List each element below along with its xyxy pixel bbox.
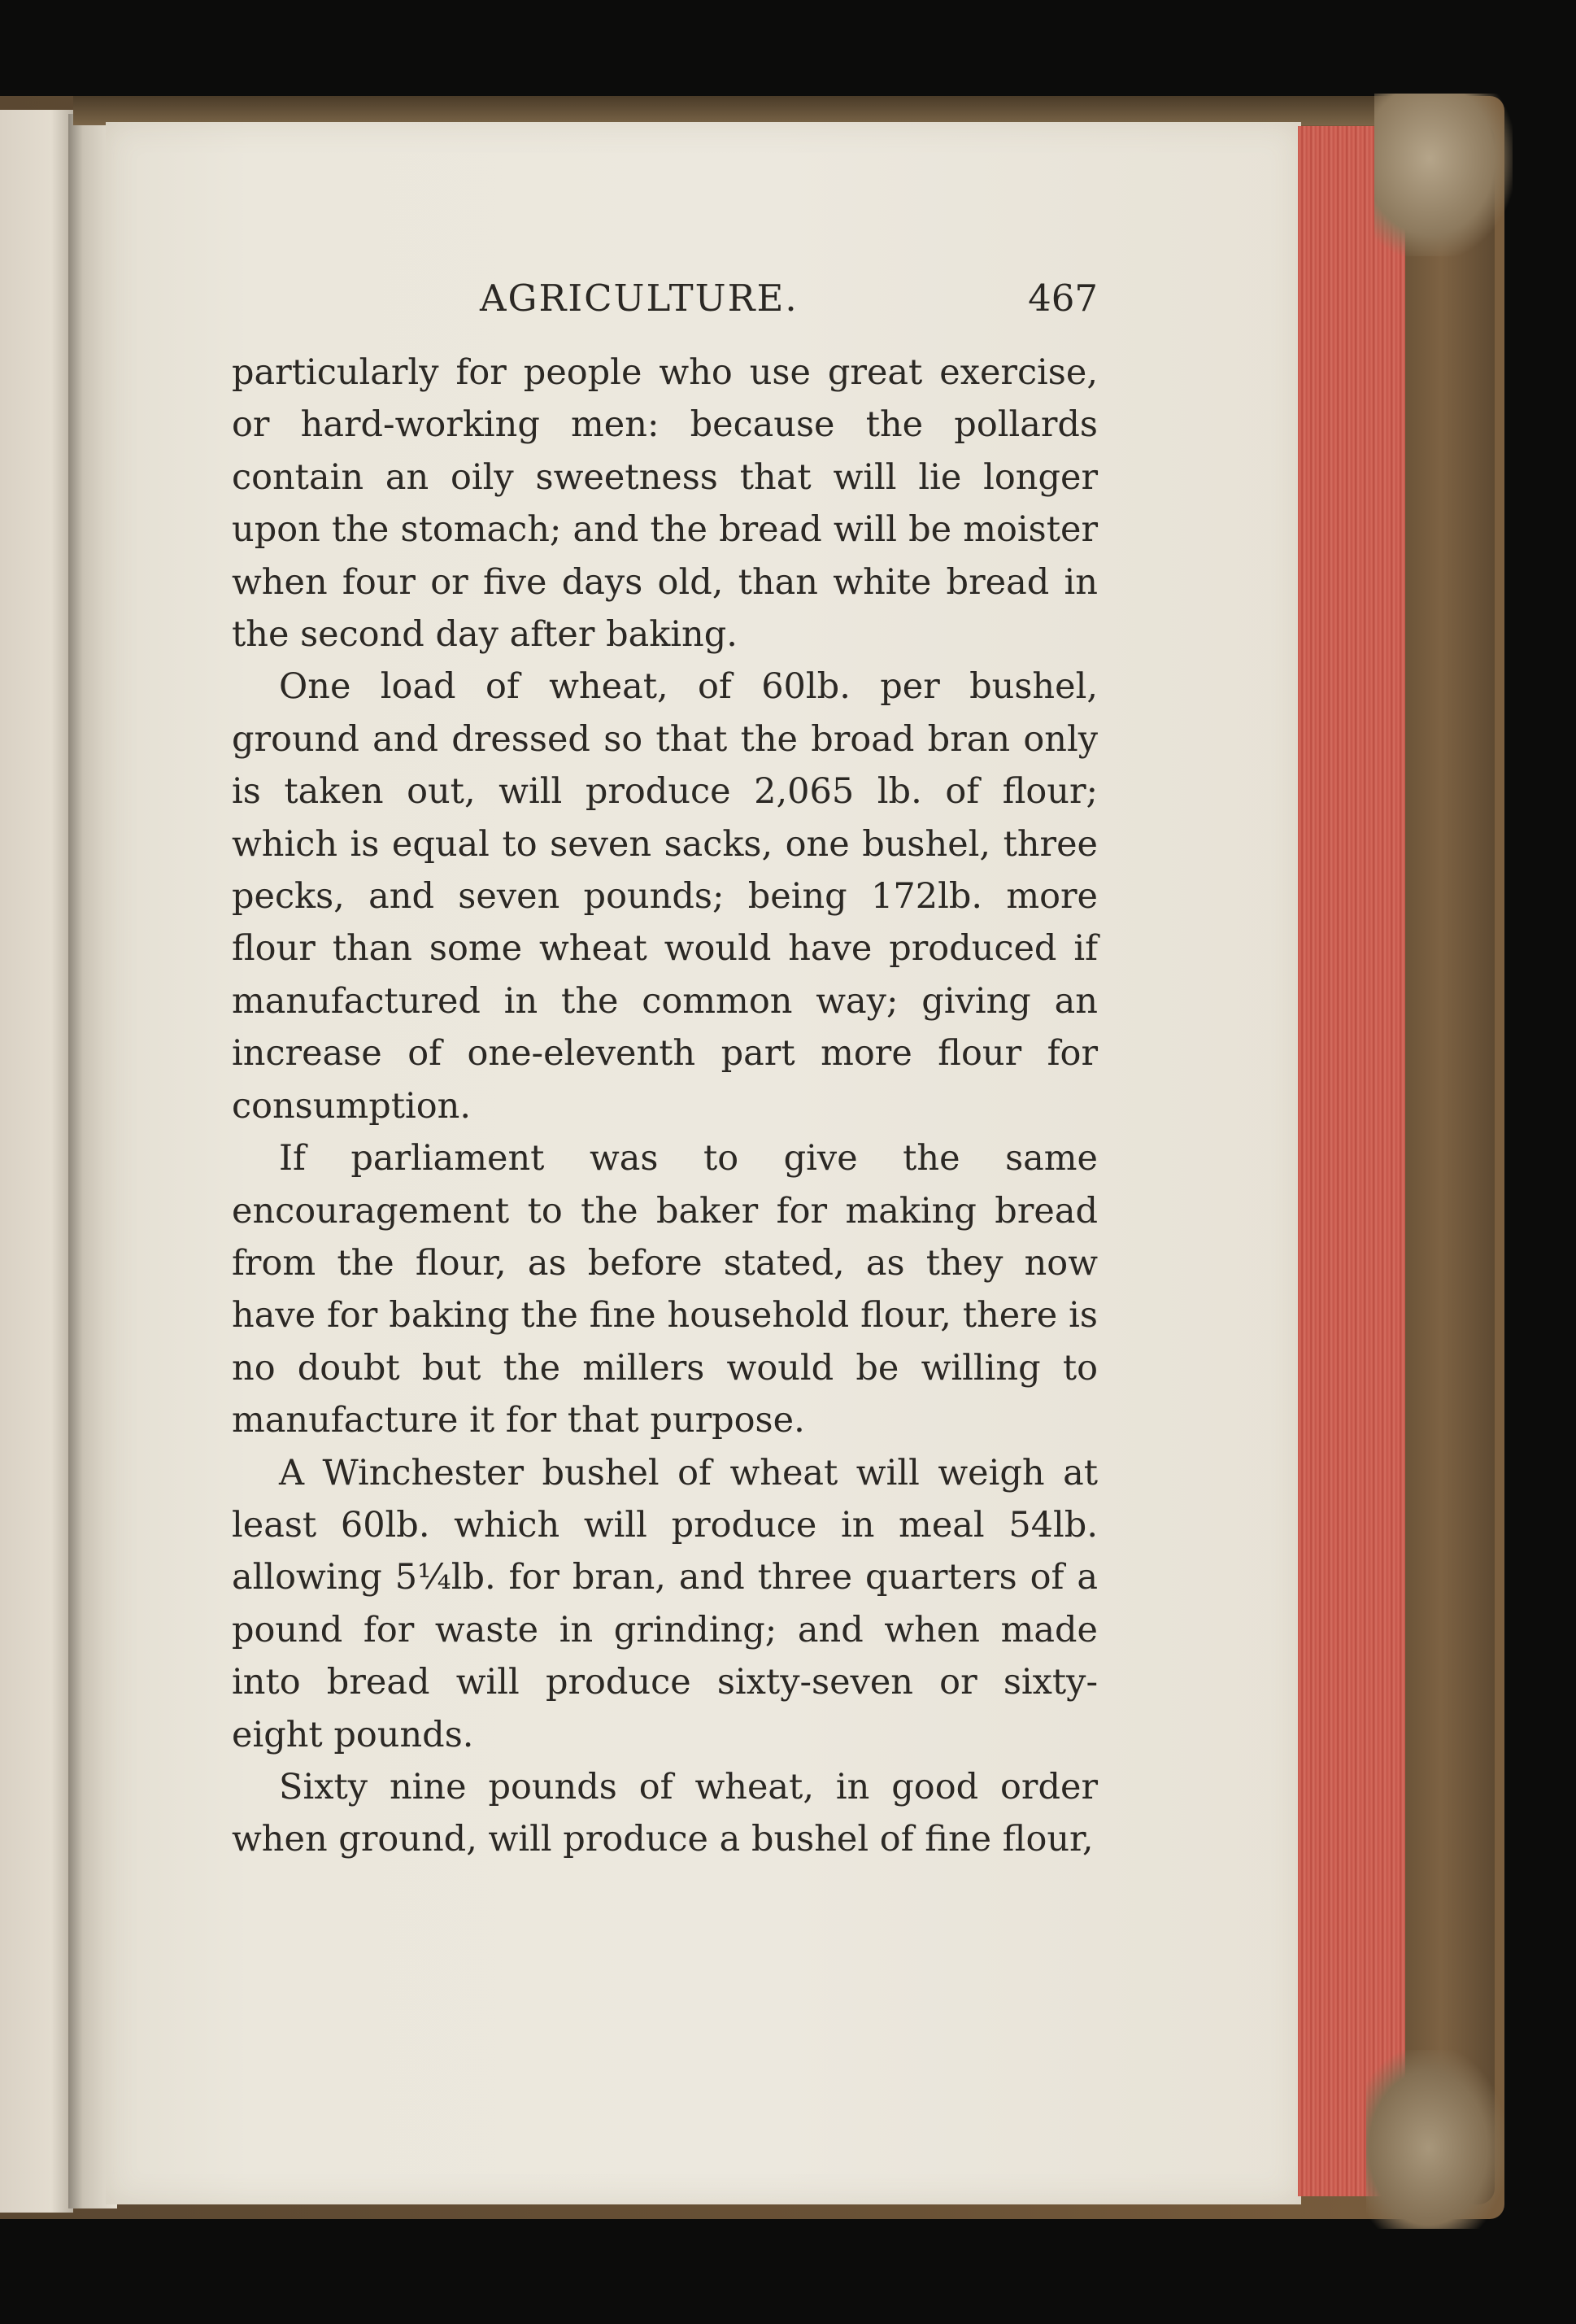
worn-corner-top xyxy=(1374,94,1513,256)
page-text xyxy=(232,268,1098,1866)
paragraph-4: A Winchester bushel of wheat will weigh at least 60lb. which will produce in meal 54lb. allowing 5¼lb. for bran, and three quarters of a pound for waste in grinding; and when made into bread will produce sixty-seven or sixty-eight pounds. xyxy=(232,1452,1098,1755)
worn-corner-bottom xyxy=(1366,2050,1504,2229)
red-fore-edge xyxy=(1298,126,1408,2196)
paragraph-5: Sixty nine pounds of wheat, in good order when ground, will produce a bushel of fine flour, xyxy=(232,1766,1098,1860)
page-number: 467 xyxy=(1028,277,1098,320)
top-edge xyxy=(73,96,1415,125)
left-page xyxy=(0,110,73,2213)
running-head xyxy=(232,268,1098,334)
running-head-title: AGRICULTURE. xyxy=(480,277,799,320)
paragraph-2: One load of wheat, of 60lb. per bushel, ground and dressed so that the broad bran only is taken out, will produce 2,065 lb. of flour; which is equal to seven sacks, one bushel, three pecks, and seven pounds; being 172lb. more flour than some wheat would have produced if manufactured in the common way; giving an increase of one-eleventh part more flour for consumption. xyxy=(232,666,1098,1127)
cover-edge xyxy=(1405,122,1495,2204)
paragraph-1: particularly for people who use great exercise, or hard-working men: because the pollards contain an oily sweetness that will lie longer upon the stomach; and the bread will be moister when four or five days old, than white bread in the second day after baking. xyxy=(232,352,1098,656)
paragraph-3: If parliament was to give the same encouragement to the baker for making bread from the flour, as before stated, as they now have for baking the fine household flour, there is no doubt but the millers would be willing to manufacture it for that purpose. xyxy=(232,1138,1098,1441)
